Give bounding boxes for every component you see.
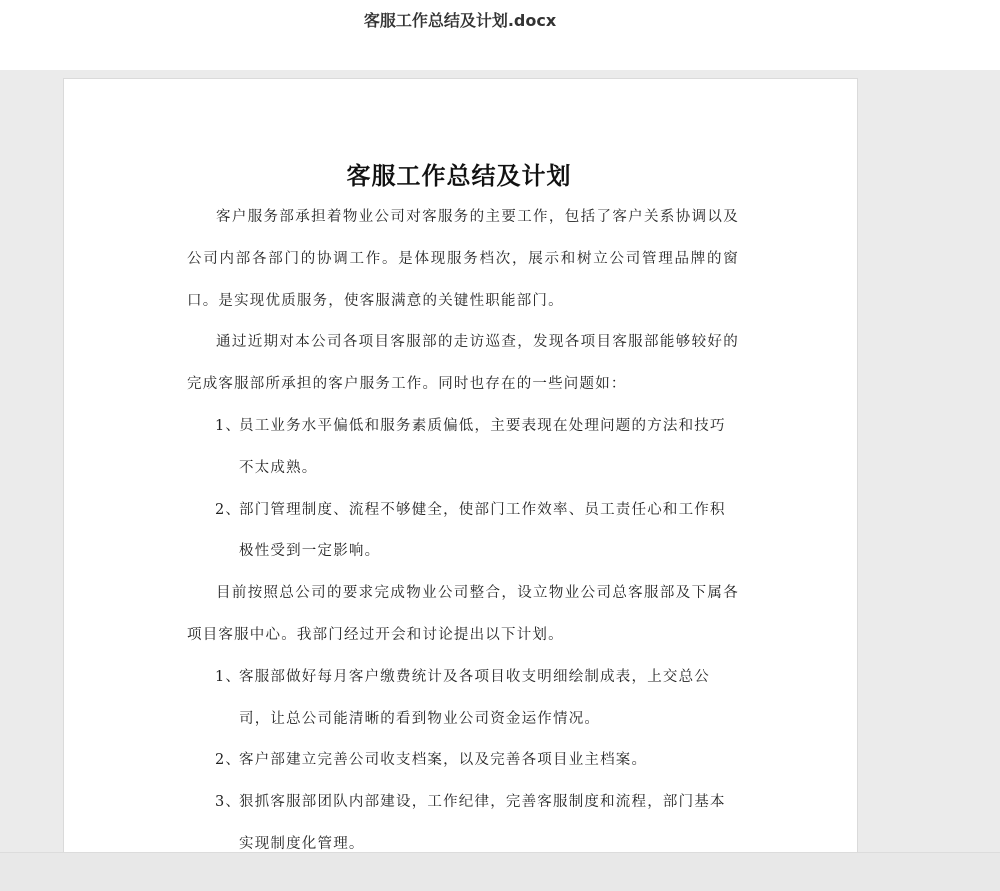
plans-list — [187, 657, 739, 858]
list-item-text: 狠抓客服部团队内部建设，工作纪律，完善客服制度和流程，部门基本实现制度化管理。 — [239, 794, 726, 852]
paragraph-plan-intro: 目前按照总公司的要求完成物业公司整合，设立物业公司总客服部及下属各项目客服中心。我部门经过开会和讨论提出以下计划。 — [187, 585, 739, 643]
paragraph-findings: 通过近期对本公司各项目客服部的走访巡查，发现各项目客服部能够较好的完成客服部所承担的客户服务工作。同时也存在的一些问题如： — [187, 334, 739, 393]
document-title: 客服工作总结及计划 — [346, 161, 572, 190]
paragraph-intro: 客户服务部承担着物业公司对客服务的主要工作，包括了客户关系协调以及公司内部各部门的协调工作。是体现服务档次，展示和树立公司管理品牌的窗口。是实现优质服务，使客服满意的关键性职能部门。 — [187, 209, 739, 309]
issues-list — [187, 406, 739, 573]
list-item-text: 客服部做好每月客户缴费统计及各项目收支明细绘制成表，上交总公司，让总公司能清晰的看到物业公司资金运作情况。 — [239, 668, 710, 727]
list-item — [187, 740, 739, 782]
list-item-text: 部门管理制度、流程不够健全，使部门工作效率、员工责任心和工作积极性受到一定影响。 — [239, 501, 726, 560]
list-item-text: 员工业务水平偏低和服务素质偏低，主要表现在处理问题的方法和技巧不太成熟。 — [239, 417, 726, 476]
list-number: 2、 — [215, 501, 242, 518]
document-filename: 客服工作总结及计划.docx — [363, 11, 557, 30]
list-item — [187, 782, 739, 858]
list-item — [187, 406, 739, 490]
list-number: 2、 — [215, 752, 242, 769]
document-page — [63, 78, 858, 858]
list-item — [187, 657, 739, 741]
list-item-text: 客户部建立完善公司收支档案，以及完善各项目业主档案。 — [239, 752, 648, 769]
top-bar — [0, 0, 1000, 70]
bottom-bar — [0, 852, 1000, 891]
list-number: 1、 — [215, 668, 242, 685]
list-number: 3、 — [215, 794, 242, 811]
list-number: 1、 — [215, 417, 242, 434]
document-body — [187, 197, 739, 858]
list-item — [187, 490, 739, 574]
